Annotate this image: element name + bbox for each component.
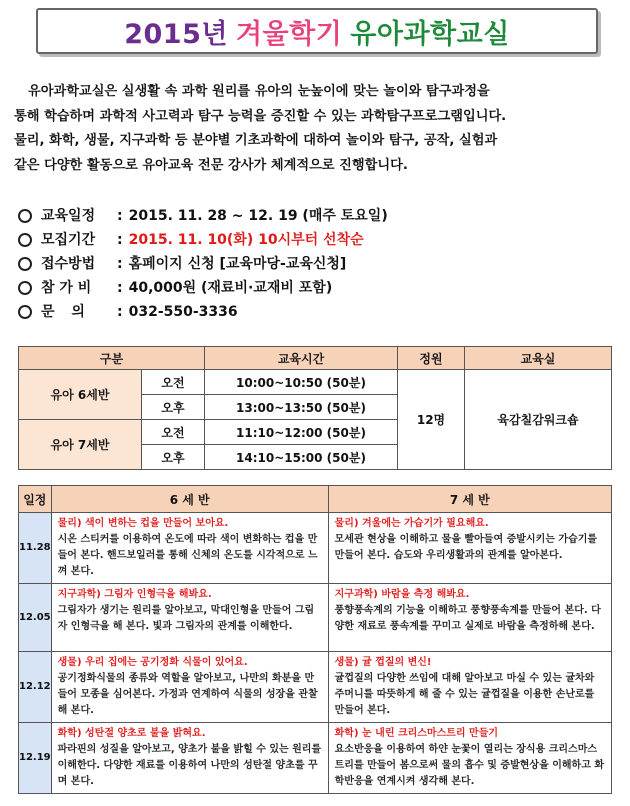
circle-bullet-icon — [18, 257, 32, 271]
class7-cell — [328, 513, 611, 584]
curriculum-header: 6 세 반 — [51, 486, 328, 513]
circle-bullet-icon — [18, 281, 32, 295]
table-row — [19, 584, 612, 652]
title-year: 2015년 — [124, 18, 228, 50]
activity-title: 생물) 우리 집에는 공기정화 식물이 있어요. — [57, 657, 248, 668]
date-cell: 12.05 — [19, 584, 52, 652]
activity-title: 물리) 겨울에는 가습기가 필요해요. — [334, 518, 489, 529]
info-label: 참 가 비 — [41, 280, 92, 296]
class-group-7: 유아 7세반 — [19, 420, 142, 470]
date-cell: 11.28 — [19, 513, 52, 584]
period-cell: 오전 — [142, 420, 205, 445]
info-label: 접수방법 — [41, 256, 96, 272]
activity-desc: 모세관 현상을 이해하고 물을 빨아들여 증발시키는 가습기를 만들어 본다. 습도와 우리생활과의 관계를 알아본다. — [334, 534, 598, 561]
title-name: 유아과학교실 — [350, 18, 510, 50]
date-cell: 12.19 — [19, 723, 52, 794]
activity-title: 생물) 귤 껍질의 변신! — [334, 657, 432, 668]
poster-title — [36, 8, 598, 54]
class7-cell — [328, 652, 611, 723]
circle-bullet-icon — [18, 305, 32, 319]
schedule-header: 교육실 — [465, 347, 612, 370]
info-label: 모집기간 — [41, 232, 96, 248]
info-list — [18, 204, 618, 324]
table-row — [19, 513, 612, 584]
class6-cell — [51, 652, 328, 723]
activity-desc: 그림자가 생기는 원리를 알아보고, 막대인형을 만들어 그림자 인형극을 해 본다. 빛과 그림자의 관계를 이해한다. — [57, 605, 315, 632]
intro-line: 통해 학습하며 과학적 사고력과 탐구 능력을 증진할 수 있는 과학탐구프로그램입니다. — [14, 108, 507, 124]
schedule-table — [18, 346, 612, 470]
info-contact: 문 의 : 032-550-3336 — [18, 300, 618, 324]
activity-title: 지구과학) 그림자 인형극을 해봐요. — [57, 589, 212, 600]
intro-line: 같은 다양한 활동으로 유아교육 전문 강사가 체계적으로 진행합니다. — [14, 157, 408, 173]
time-cell: 11:10~12:00 (50분) — [205, 420, 398, 445]
intro-line: 물리, 화학, 생물, 지구과학 등 분야별 기초과학에 대하여 놀이와 탐구, 공작, 실험과 — [14, 133, 498, 148]
class7-cell — [328, 723, 611, 794]
schedule-header: 교육시간 — [205, 347, 398, 370]
date-cell: 12.12 — [19, 652, 52, 723]
info-label: 문 의 — [41, 304, 91, 320]
info-label: 교육일정 — [41, 208, 96, 224]
circle-bullet-icon — [18, 233, 32, 247]
table-row — [19, 723, 612, 794]
activity-title: 물리) 색이 변하는 컵을 만들어 보아요. — [57, 518, 229, 529]
info-value: 40,000원 (재료비·교재비 포함) — [128, 280, 333, 296]
title-term: 겨울학기 — [235, 18, 343, 50]
info-value: 2015. 11. 28 ~ 12. 19 (매주 토요일) — [128, 208, 388, 224]
info-value: 032-550-3336 — [128, 304, 238, 320]
time-cell: 13:00~13:50 (50분) — [205, 395, 398, 420]
activity-desc: 시온 스티커를 이용하여 온도에 따라 색이 변화하는 컵을 만들어 본다. 핸드보일러를 통해 신체의 온도를 시각적으로 느껴 본다. — [57, 534, 318, 577]
time-cell: 14:10~15:00 (50분) — [205, 445, 398, 470]
schedule-header: 구분 — [19, 347, 205, 370]
activity-desc: 귤껍질의 다양한 쓰임에 대해 알아보고 마실 수 있는 귤차와 주머니를 따뜻하게 해 줄 수 있는 귤껍질을 이용한 손난로를 만들어 본다. — [334, 673, 595, 716]
table-row — [19, 652, 612, 723]
period-cell: 오후 — [142, 445, 205, 470]
intro-paragraph — [14, 80, 618, 178]
intro-line: 유아과학교실은 실생활 속 과학 원리를 유아의 눈높이에 맞는 놀이와 탐구과정을 — [28, 84, 490, 99]
class6-cell — [51, 723, 328, 794]
activity-title: 화학) 눈 내린 크리스마스트리 만들기 — [334, 728, 499, 739]
activity-desc: 풍향풍속계의 기능을 이해하고 풍향풍속계를 만들어 본다. 다양한 재료로 풍속계를 꾸미고 실제로 바람을 측정하해 본다. — [334, 605, 601, 632]
activity-title: 화학) 성탄절 양초로 불을 밝혀요. — [57, 728, 206, 739]
info-value: 2015. 11. 10(화) 10시부터 선착순 — [128, 232, 364, 248]
activity-desc: 파라핀의 성질을 알아보고, 양초가 불을 밝힐 수 있는 원리를 이해한다. 다양한 재료를 이용하여 나만의 성탄절 양초를 꾸며 본다. — [57, 744, 322, 787]
curriculum-table — [18, 485, 612, 794]
activity-desc: 요소반응을 이용하여 하얀 눈꽃이 열리는 장식용 크리스마스트리를 만들어 봄으로써 물의 흡수 및 증발현상을 이해하고 화학반응을 연계시켜 생각해 본다. — [334, 744, 604, 787]
activity-title: 지구과학) 바람을 측정 해봐요. — [334, 589, 470, 600]
room-cell: 육감칠감워크숍 — [465, 370, 612, 470]
curriculum-header: 7 세 반 — [328, 486, 611, 513]
schedule-header: 정원 — [398, 347, 465, 370]
period-cell: 오후 — [142, 395, 205, 420]
capacity-cell: 12명 — [398, 370, 465, 470]
class6-cell — [51, 513, 328, 584]
info-fee: 참 가 비 : 40,000원 (재료비·교재비 포함) — [18, 276, 618, 300]
info-value: 홈페이지 신청 [교육마당-교육신청] — [128, 256, 347, 272]
class-group-6: 유아 6세반 — [19, 370, 142, 420]
info-schedule: 교육일정 : 2015. 11. 28 ~ 12. 19 (매주 토요일) — [18, 204, 618, 228]
period-cell: 오전 — [142, 370, 205, 395]
info-apply: 접수방법 : 홈페이지 신청 [교육마당-교육신청] — [18, 252, 618, 276]
time-cell: 10:00~10:50 (50분) — [205, 370, 398, 395]
activity-desc: 공기정화식물의 종류와 역할을 알아보고, 나만의 화분을 만들어 모종을 심어본다. 가정과 연계하여 식물의 성장을 관찰 해 본다. — [57, 673, 318, 716]
info-recruit: 모집기간 : 2015. 11. 10(화) 10시부터 선착순 — [18, 228, 618, 252]
class7-cell — [328, 584, 611, 652]
circle-bullet-icon — [18, 209, 32, 223]
class6-cell — [51, 584, 328, 652]
curriculum-header: 일정 — [19, 486, 52, 513]
